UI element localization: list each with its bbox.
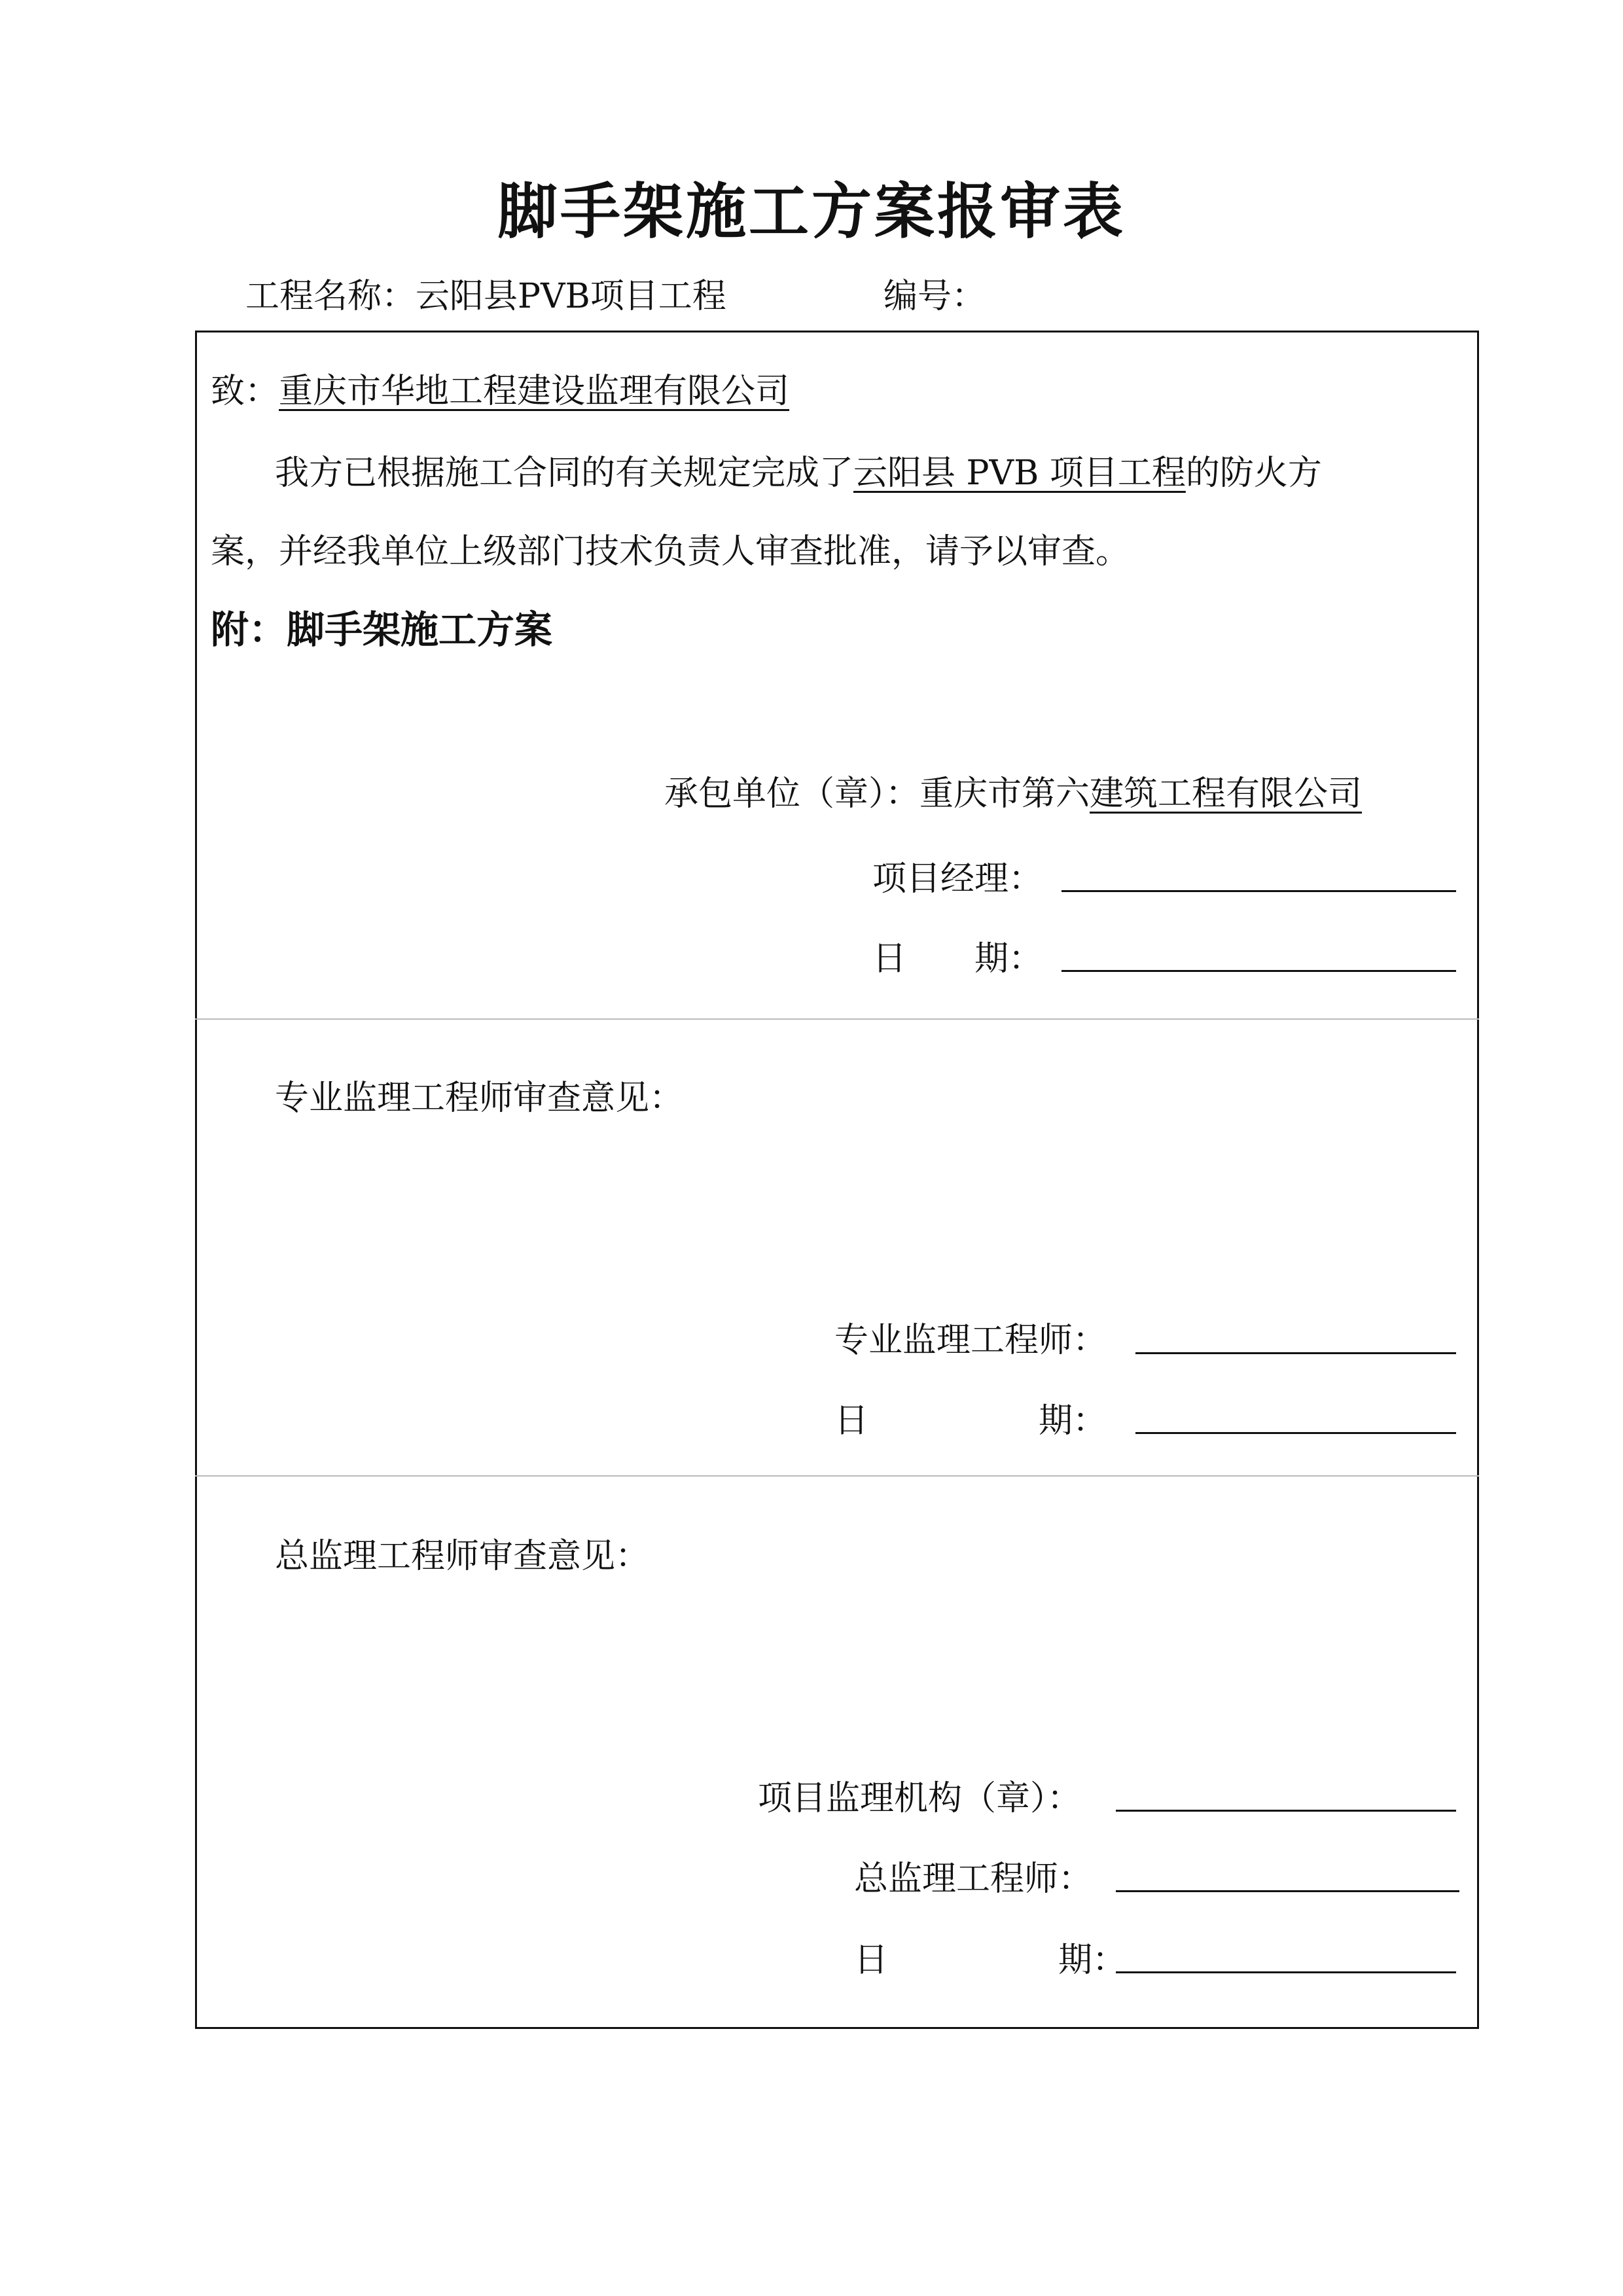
chief-date-label: 日 期：	[854, 1941, 1127, 1980]
chief-opinion-label: 总监理工程师审查意见：	[275, 1537, 650, 1576]
specialist-engineer-label: 专业监理工程师：	[834, 1321, 1107, 1360]
contractor-row	[664, 766, 1362, 815]
project-name: 云阳县PVB项目工程	[416, 277, 726, 316]
body-line-1	[275, 445, 1322, 494]
project-manager-label: 项目经理：	[872, 859, 1043, 899]
project-manager-signature-line	[1061, 890, 1456, 892]
number-label: 编号：	[883, 277, 986, 316]
contractor-label: 承包单位（章）：重庆市第六	[664, 774, 1090, 814]
body-text-suffix: 的防火方	[1185, 454, 1322, 493]
project-name-row	[245, 268, 726, 317]
contractor-date-line	[1061, 970, 1456, 972]
chief-date-line	[1116, 1971, 1456, 1973]
specialist-engineer-signature-line	[1135, 1352, 1456, 1354]
section-divider-2	[195, 1475, 1479, 1477]
body-text-prefix: 我方已根据施工合同的有关规定完成了	[275, 454, 854, 493]
chief-engineer-label: 总监理工程师：	[854, 1859, 1093, 1899]
body-line-2: 案，并经我单位上级部门技术负责人审查批准，请予以审查。	[211, 532, 1130, 571]
to-label: 致：	[211, 372, 279, 411]
project-label: 工程名称：	[245, 277, 416, 316]
agency-seal-line	[1116, 1810, 1456, 1812]
recipient-name: 重庆市华地工程建设监理有限公司	[279, 372, 790, 411]
contractor-name: 建筑工程有限公司	[1090, 774, 1363, 814]
contractor-date-label: 日 期：	[872, 939, 1043, 978]
section-divider-1	[195, 1018, 1479, 1020]
number-row	[883, 268, 986, 317]
specialist-date-label: 日 期：	[834, 1401, 1107, 1441]
body-project-name: 云阳县 PVB 项目工程	[853, 454, 1186, 493]
recipient-row	[211, 363, 789, 412]
specialist-opinion-label: 专业监理工程师审查意见：	[275, 1079, 684, 1118]
attachment-label: 附：脚手架施工方案	[211, 607, 553, 652]
page-title: 脚手架施工方案报审表	[497, 176, 1126, 247]
chief-engineer-signature-line	[1116, 1890, 1459, 1892]
specialist-date-line	[1135, 1432, 1456, 1434]
agency-label: 项目监理机构（章）：	[758, 1779, 1082, 1818]
